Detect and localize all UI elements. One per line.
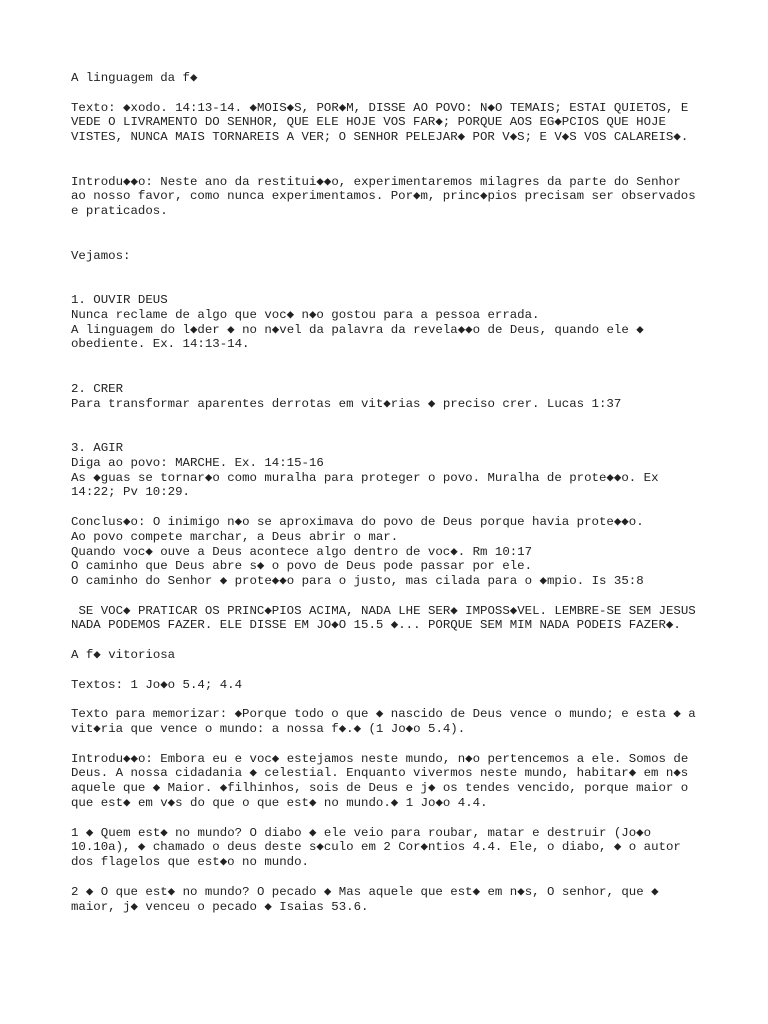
item1-heading: 1. OUVIR DEUS	[71, 292, 168, 307]
vejamos-label: Vejamos:	[71, 248, 131, 263]
conclusion-line: Ao povo compete marchar, a Deus abrir o mar.	[71, 529, 399, 544]
section2-textos: Textos: 1 Jo◆o 5.4; 4.4	[71, 677, 243, 692]
section2-point: 2 ◆ O que est◆ no mundo? O pecado ◆ Mas aquele que est◆ em n◆s, O senhor, que ◆ maior, j◆ venceu o pecado ◆ Isaias 53.6.	[71, 884, 666, 914]
item2-line: Para transformar aparentes derrotas em vit◆rias ◆ preciso crer. Lucas 1:37	[71, 396, 622, 411]
introduction-paragraph: Introdu◆◆o: Neste ano da restitui◆◆o, experimentaremos milagres da parte do Senhor ao nosso favor, como nunca experimentamos. Por◆m, princ◆pios precisam ser observados e praticados.	[71, 174, 704, 219]
item2-heading: 2. CRER	[71, 381, 124, 396]
exhortation-paragraph: SE VOC◆ PRATICAR OS PRINC◆PIOS ACIMA, NADA LHE SER◆ IMPOSS◆VEL. LEMBRE-SE SEM JESUS NADA PODEMOS FAZER. ELE DISSE EM JO◆O 15.5 ◆... PORQUE SEM MIM NADA PODEIS FAZER◆.	[71, 603, 704, 633]
document-title: A linguagem da f◆	[71, 71, 198, 85]
conclusion-line: Quando voc◆ ouve a Deus acontece algo dentro de voc◆. Rm 10:17	[71, 544, 533, 559]
conclusion-line: O caminho que Deus abre s◆ o povo de Deus pode passar por ele.	[71, 559, 533, 574]
item1-line: Nunca reclame de algo que voc◆ n◆o gostou para a pessoa errada.	[71, 307, 540, 322]
section2-introduction: Introdu◆◆o: Embora eu e voc◆ estejamos neste mundo, n◆o pertencemos a ele. Somos de Deus. A nossa cidadania ◆ celestial. Enquanto vivermos neste mundo, habitar◆ em n◆s aquele que ◆ Maior. ◆filhinhos, sois de Deus e j◆ os tendes vencido, porque maior o que est◆ em v◆s do que o que est◆ no mundo.◆ 1 Jo◆o 4.4.	[71, 751, 696, 811]
section2-point: 1 ◆ Quem est◆ no mundo? O diabo ◆ ele veio para roubar, matar e destruir (Jo◆o 10.10a), ◆ chamado o deus deste s◆culo em 2 Cor◆ntios 4.4. Ele, o diabo, ◆ o autor dos flagelos que est◆o no mundo.	[71, 825, 689, 870]
conclusion-line: O caminho do Senhor ◆ prote◆◆o para o justo, mas cilada para o ◆mpio. Is 35:8	[71, 574, 644, 589]
conclusion-line: Conclus◆o: O inimigo n◆o se aproximava do povo de Deus porque havia prote◆◆o.	[71, 514, 644, 529]
section2-title: A f◆ vitoriosa	[71, 648, 176, 663]
main-scripture-text: Texto: ◆xodo. 14:13-14. ◆MOIS◆S, POR◆M, DISSE AO POVO: N◆O TEMAIS; ESTAI QUIETOS, E VEDE O LIVRAMENTO DO SENHOR, QUE ELE HOJE VOS FAR◆; PORQUE AOS EG◆PCIOS QUE HOJE VISTES, NUNCA MAIS TORNAREIS A VER; O SENHOR PELEJAR◆ POR V◆S; E V◆S VOS CALAREIS◆.	[71, 100, 696, 145]
item1-line: A linguagem do l◆der ◆ no n◆vel da palavra da revela◆◆o de Deus, quando ele ◆ obediente. Ex. 14:13-14.	[71, 322, 652, 352]
item3-line: As ◆guas se tornar◆o como muralha para proteger o povo. Muralha de prote◆◆o. Ex 14:22; Pv 10:29.	[71, 470, 666, 500]
item3-line: Diga ao povo: MARCHE. Ex. 14:15-16	[71, 455, 324, 470]
memory-verse: Texto para memorizar: ◆Porque todo o que ◆ nascido de Deus vence o mundo; e esta ◆ a vit◆ria que vence o mundo: a nossa f◆.◆ (1 Jo◆o 5.4).	[71, 707, 704, 737]
item3-heading: 3. AGIR	[71, 440, 124, 455]
document-page	[71, 71, 704, 914]
